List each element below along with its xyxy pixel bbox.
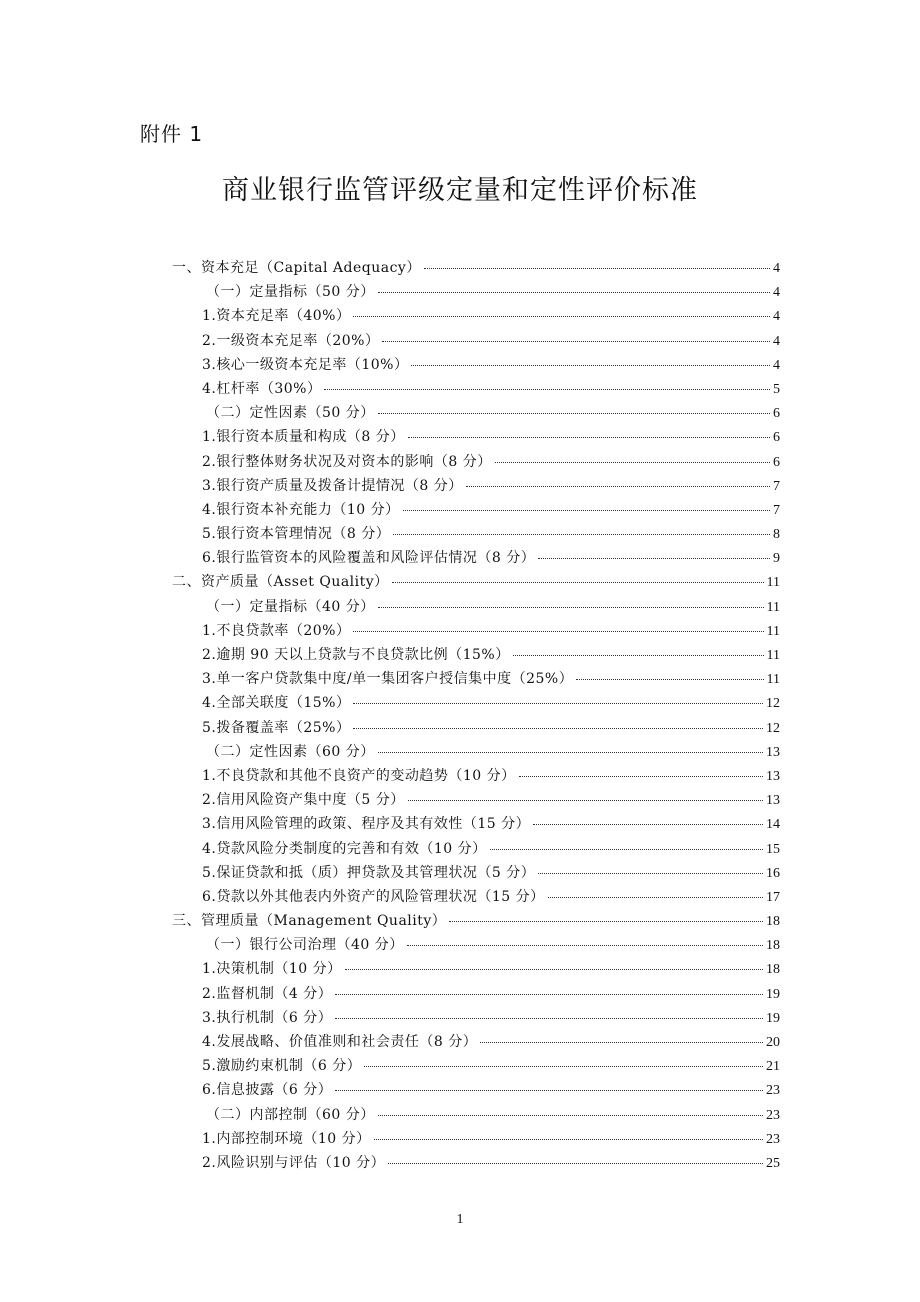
toc-entry[interactable] <box>172 305 780 329</box>
toc-entry-label: （二）定性因素（50 分） <box>206 405 375 422</box>
toc-dot-leader <box>335 1018 763 1019</box>
toc-dot-leader <box>519 776 763 777</box>
toc-entry-page: 4 <box>773 357 780 373</box>
toc-entry-page: 23 <box>766 1107 780 1123</box>
toc-dot-leader <box>480 1042 763 1043</box>
toc-entry[interactable] <box>172 692 780 716</box>
toc-entry[interactable] <box>172 934 780 958</box>
toc-entry-page: 11 <box>766 623 780 639</box>
toc-dot-leader <box>538 873 763 874</box>
toc-entry[interactable] <box>172 813 780 837</box>
toc-entry[interactable] <box>172 886 780 910</box>
toc-entry-page: 11 <box>766 672 780 688</box>
toc-dot-leader <box>335 994 763 995</box>
toc-entry-page: 4 <box>773 309 780 325</box>
toc-dot-leader <box>378 1115 763 1116</box>
toc-dot-leader <box>449 921 763 922</box>
toc-dot-leader <box>378 292 770 293</box>
toc-entry[interactable] <box>172 717 780 741</box>
toc-dot-leader <box>364 1066 763 1067</box>
toc-entry-page: 23 <box>766 1131 780 1147</box>
toc-dot-leader <box>353 631 763 632</box>
toc-entry-label: 一、资本充足（Capital Adequacy） <box>172 260 421 276</box>
toc-entry[interactable] <box>172 789 780 813</box>
toc-entry-page: 12 <box>766 720 780 736</box>
toc-entry-label: 1.不良贷款和其他不良资产的变动趋势（10 分） <box>202 767 516 784</box>
toc-entry[interactable] <box>172 499 780 523</box>
toc-entry-label: 4.全部关联度（15%） <box>202 695 351 712</box>
toc-dot-leader <box>407 945 763 946</box>
toc-entry-label: （二）内部控制（60 分） <box>206 1106 375 1123</box>
toc-dot-leader <box>393 534 770 535</box>
toc-dot-leader <box>538 558 770 559</box>
toc-entry-page: 18 <box>766 938 780 954</box>
toc-dot-leader <box>408 437 770 438</box>
toc-entry-page: 18 <box>766 914 780 930</box>
toc-dot-leader <box>324 389 770 390</box>
toc-entry-page: 19 <box>766 1010 780 1026</box>
toc-entry-page: 23 <box>766 1083 780 1099</box>
toc-entry-label: 3.银行资产质量及拨备计提情况（8 分） <box>202 477 463 494</box>
toc-entry-page: 17 <box>766 889 780 905</box>
toc-entry-page: 11 <box>766 648 780 663</box>
toc-entry[interactable] <box>172 910 780 934</box>
toc-entry-page: 7 <box>773 502 780 518</box>
toc-entry[interactable] <box>172 1079 780 1103</box>
toc-dot-leader <box>495 462 770 463</box>
toc-entry-label: （一）定量指标（50 分） <box>206 284 375 301</box>
toc-entry-page: 6 <box>773 454 780 470</box>
toc-entry-label: 三、管理质量（Management Quality） <box>172 913 447 930</box>
toc-entry[interactable] <box>172 1104 780 1128</box>
toc-entry[interactable] <box>172 1128 780 1152</box>
toc-entry-page: 7 <box>773 478 780 494</box>
toc-dot-leader <box>513 655 764 656</box>
toc-entry[interactable] <box>172 862 780 886</box>
toc-dot-leader <box>353 728 763 729</box>
toc-entry-label: 6.银行监管资本的风险覆盖和风险评估情况（8 分） <box>202 550 536 567</box>
toc-dot-leader <box>392 582 764 583</box>
toc-entry[interactable] <box>172 402 780 426</box>
toc-entry-label: 6.信息披露（6 分） <box>202 1082 333 1099</box>
toc-entry-label: 5.银行资本管理情况（8 分） <box>202 526 391 543</box>
toc-entry-page: 4 <box>773 285 780 301</box>
toc-entry-page: 20 <box>766 1035 780 1050</box>
toc-dot-leader <box>388 1163 763 1164</box>
toc-entry-label: 1.银行资本质量和构成（8 分） <box>202 429 405 446</box>
toc-entry[interactable] <box>172 426 780 450</box>
toc-dot-leader <box>548 897 763 898</box>
toc-entry[interactable] <box>172 668 780 692</box>
toc-dot-leader <box>335 1090 763 1091</box>
toc-dot-leader <box>378 607 764 608</box>
toc-entry-page: 9 <box>773 551 780 567</box>
toc-entry[interactable] <box>172 281 780 305</box>
toc-entry-label: 1.内部控制环境（10 分） <box>202 1130 371 1147</box>
toc-entry-label: 1.不良贷款率（20%） <box>202 622 351 639</box>
toc-dot-leader <box>424 268 770 269</box>
toc-entry-label: 二、资产质量（Asset Quality） <box>172 574 389 591</box>
toc-entry[interactable] <box>172 596 780 620</box>
toc-dot-leader <box>353 316 770 317</box>
toc-entry-label: 3.单一客户贷款集中度/单一集团客户授信集中度（25%） <box>202 671 574 688</box>
toc-entry[interactable] <box>172 838 780 862</box>
attachment-label: 附件 1 <box>140 122 204 146</box>
toc-dot-leader <box>378 413 770 414</box>
toc-entry-label: 1.决策机制（10 分） <box>202 961 342 978</box>
toc-entry[interactable] <box>172 378 780 402</box>
toc-entry-label: 5.拨备覆盖率（25%） <box>202 719 351 736</box>
toc-entry-label: 2.银行整体财务状况及对资本的影响（8 分） <box>202 453 492 470</box>
toc-entry-label: 3.核心一级资本充足率（10%） <box>202 356 409 373</box>
toc-entry-label: 2.一级资本充足率（20%） <box>202 332 380 349</box>
toc-entry-page: 15 <box>766 841 780 857</box>
toc-entry-label: （二）定性因素（60 分） <box>206 743 375 760</box>
toc-entry-page: 18 <box>766 962 780 978</box>
toc-entry-label: 5.激励约束机制（6 分） <box>202 1058 362 1075</box>
toc-entry[interactable] <box>172 620 780 644</box>
toc-entry[interactable] <box>172 451 780 475</box>
toc-dot-leader <box>576 679 763 680</box>
toc-entry-label: 2.风险识别与评估（10 分） <box>202 1154 386 1171</box>
toc-entry[interactable] <box>172 523 780 547</box>
toc-entry-page: 4 <box>773 333 780 349</box>
toc-entry[interactable] <box>172 354 780 378</box>
toc-entry[interactable] <box>172 741 780 765</box>
toc-entry-page: 25 <box>766 1155 780 1171</box>
toc-entry[interactable] <box>172 330 780 354</box>
toc-entry-page: 8 <box>773 527 780 543</box>
toc-dot-leader <box>353 703 763 704</box>
toc-entry[interactable] <box>172 257 780 281</box>
toc-entry[interactable] <box>172 1152 780 1176</box>
toc-entry-page: 21 <box>766 1059 780 1075</box>
toc-entry-page: 4 <box>773 261 780 276</box>
toc-entry[interactable] <box>172 1031 780 1055</box>
toc-dot-leader <box>466 486 770 487</box>
toc-entry-label: 4.贷款风险分类制度的完善和有效（10 分） <box>202 840 487 857</box>
toc-entry-page: 11 <box>766 599 780 615</box>
toc-entry[interactable] <box>172 765 780 789</box>
toc-dot-leader <box>490 849 763 850</box>
toc-entry-label: 1.资本充足率（40%） <box>202 308 351 325</box>
toc-entry-label: 2.监督机制（4 分） <box>202 985 333 1002</box>
toc-entry-page: 6 <box>773 430 780 446</box>
toc-dot-leader <box>345 969 763 970</box>
toc-entry-label: 2.信用风险资产集中度（5 分） <box>202 792 405 809</box>
toc-entry-page: 12 <box>766 696 780 712</box>
toc-dot-leader <box>411 365 770 366</box>
toc-entry-page: 13 <box>766 768 780 784</box>
toc-entry-label: 3.信用风险管理的政策、程序及其有效性（15 分） <box>202 816 531 833</box>
toc-dot-leader <box>382 341 770 342</box>
toc-entry-label: 2.逾期 90 天以上贷款与不良贷款比例（15%） <box>202 647 510 663</box>
toc-entry[interactable] <box>172 983 780 1007</box>
toc-dot-leader <box>374 1139 763 1140</box>
toc-entry-page: 19 <box>766 986 780 1002</box>
toc-entry-page: 13 <box>766 744 780 760</box>
toc-entry-page: 14 <box>766 817 780 833</box>
toc-dot-leader <box>533 824 763 825</box>
toc-entry-page: 11 <box>766 575 780 591</box>
toc-dot-leader <box>408 800 763 801</box>
toc-entry-page: 5 <box>773 381 780 397</box>
toc-entry-label: 5.保证贷款和抵（质）押贷款及其管理状况（5 分） <box>202 864 536 881</box>
toc-entry[interactable] <box>172 1055 780 1079</box>
toc-entry[interactable] <box>172 475 780 499</box>
toc-entry-label: 6.贷款以外其他表内外资产的风险管理状况（15 分） <box>202 888 545 905</box>
page-number: 1 <box>456 1212 464 1227</box>
toc-entry-page: 6 <box>773 406 780 422</box>
toc-entry[interactable] <box>172 958 780 982</box>
toc-entry-page: 16 <box>766 865 780 881</box>
toc-entry-label: （一）定量指标（40 分） <box>206 598 375 615</box>
toc-entry[interactable] <box>172 571 780 595</box>
toc-entry-label: （一）银行公司治理（40 分） <box>206 937 404 954</box>
table-of-contents <box>172 257 780 1176</box>
toc-entry-label: 4.银行资本补充能力（10 分） <box>202 501 400 518</box>
toc-entry-label: 4.杠杆率（30%） <box>202 380 322 397</box>
document-title: 商业银行监管评级定量和定性评价标准 <box>222 175 698 206</box>
toc-entry[interactable] <box>172 644 780 668</box>
toc-entry[interactable] <box>172 1007 780 1031</box>
toc-entry-page: 13 <box>766 793 780 809</box>
toc-dot-leader <box>378 752 763 753</box>
toc-entry-label: 3.执行机制（6 分） <box>202 1009 333 1026</box>
toc-entry-label: 4.发展战略、价值准则和社会责任（8 分） <box>202 1034 478 1050</box>
toc-entry[interactable] <box>172 547 780 571</box>
toc-dot-leader <box>403 510 770 511</box>
